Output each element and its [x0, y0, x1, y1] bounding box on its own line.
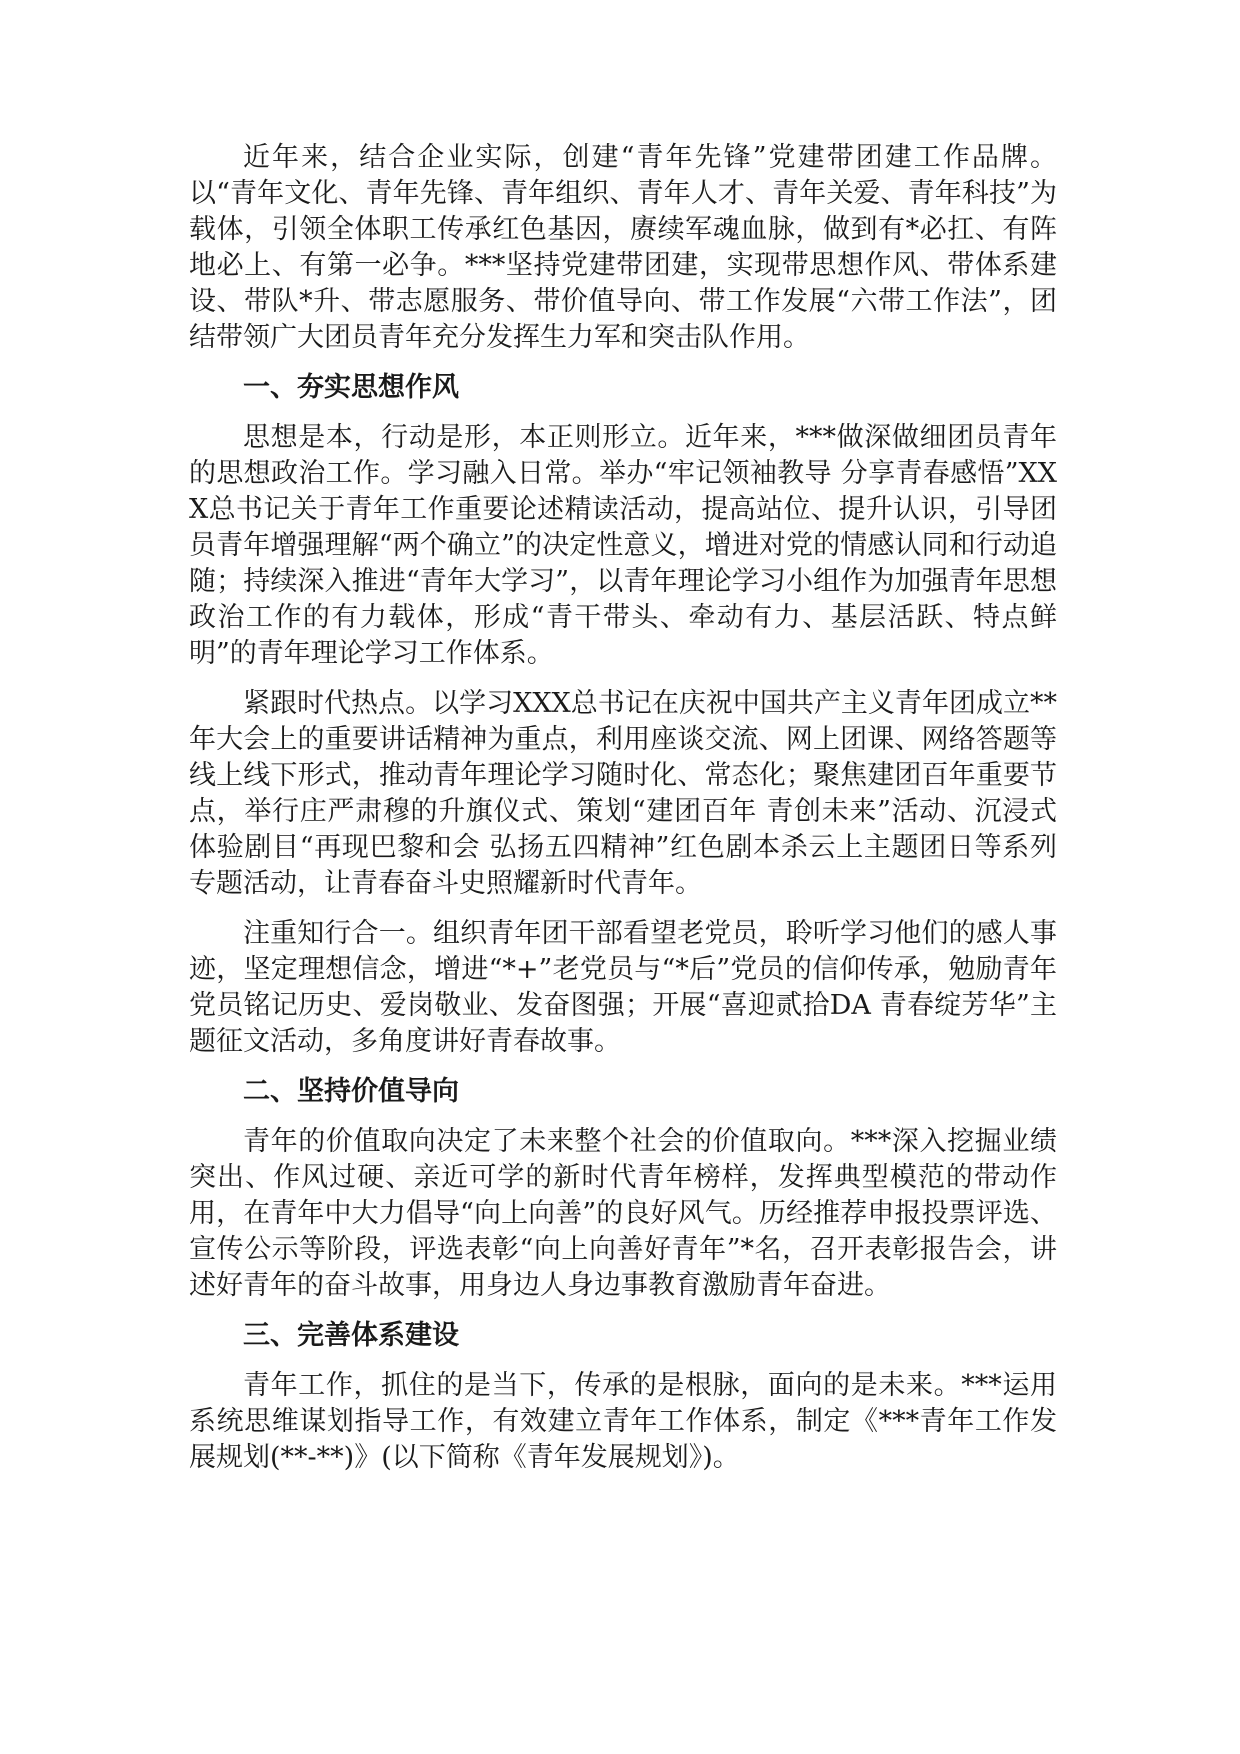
section-1-paragraph-1: 思想是本，行动是形，本正则形立。近年来，***做深做细团员青年的思想政治工作。学习融入日常。举办“牢记领袖教导 分享青春感悟”XXX总书记关于青年工作重要论述精读活动，提高站位、提升认识，引导团员青年增强理解“两个确立”的决定性意义，增进对党的情感认同和行动追随；持续深入推进“青年大学习”，以青年理论学习小组作为加强青年思想政治工作的有力载体，形成“青干带头、牵动有力、基层活跃、特点鲜明”的青年理论学习工作体系。 — [189, 422, 1057, 669]
section-heading-1: 一、夯实思想作风 — [243, 372, 459, 403]
section-3-paragraph-1: 青年工作，抓住的是当下，传承的是根脉，面向的是未来。***运用系统思维谋划指导工作，有效建立青年工作体系，制定《***青年工作发展规划(**-**)》(以下简称《青年发展规划》)。 — [189, 1370, 1057, 1473]
section-1-paragraph-3: 注重知行合一。组织青年团干部看望老党员，聆听学习他们的感人事迹，坚定理想信念，增进“*+”老党员与“*后”党员的信仰传承，勉励青年党员铭记历史、爱岗敬业、发奋图强；开展“喜迎贰拾DA 青春绽芳华”主题征文活动，多角度讲好青春故事。 — [189, 918, 1057, 1057]
section-heading-3: 三、完善体系建设 — [243, 1320, 459, 1351]
intro-paragraph: 近年来，结合企业实际，创建“青年先锋”党建带团建工作品牌。以“青年文化、青年先锋、青年组织、青年人才、青年关爱、青年科技”为载体，引领全体职工传承红色基因，赓续军魂血脉，做到有*必扛、有阵地必上、有第一必争。***坚持党建带团建，实现带思想作风、带体系建设、带队*升、带志愿服务、带价值导向、带工作发展“六带工作法”，团结带领广大团员青年充分发挥生力军和突击队作用。 — [189, 142, 1057, 353]
section-heading-2: 二、坚持价值导向 — [243, 1076, 459, 1107]
section-2-paragraph-1: 青年的价值取向决定了未来整个社会的价值取向。***深入挖掘业绩突出、作风过硬、亲近可学的新时代青年榜样，发挥典型模范的带动作用，在青年中大力倡导“向上向善”的良好风气。历经推荐申报投票评选、宣传公示等阶段，评选表彰“向上向善好青年”*名，召开表彰报告会，讲述好青年的奋斗故事，用身边人身边事教育激励青年奋进。 — [189, 1126, 1057, 1301]
document-body — [189, 140, 1057, 1490]
section-1-paragraph-2: 紧跟时代热点。以学习XXX总书记在庆祝中国共产主义青年团成立**年大会上的重要讲话精神为重点，利用座谈交流、网上团课、网络答题等线上线下形式，推动青年理论学习随时化、常态化；聚焦建团百年重要节点，举行庄严肃穆的升旗仪式、策划“建团百年 青创未来”活动、沉浸式体验剧目“再现巴黎和会 弘扬五四精神”红色剧本杀云上主题团日等系列专题活动，让青春奋斗史照耀新时代青年。 — [189, 688, 1057, 899]
